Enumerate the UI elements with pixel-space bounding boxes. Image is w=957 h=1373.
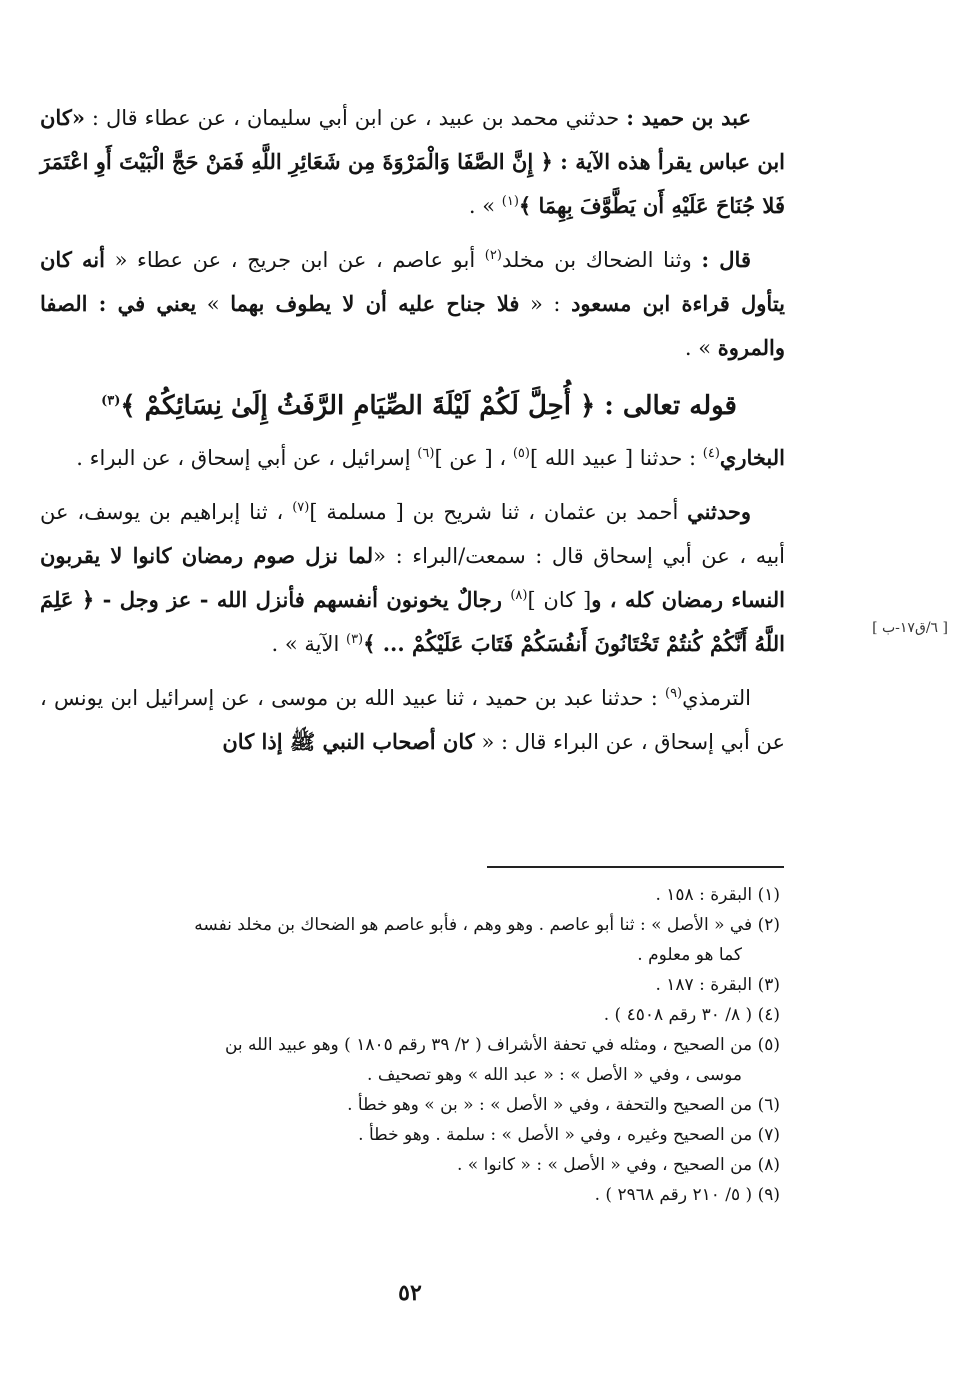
isnad-text: » — [196, 292, 231, 316]
narrator-lead: عبد بن حميد : — [626, 105, 751, 130]
closing-text: » . — [468, 194, 502, 218]
footnote-text: ( ٨/ ٣٠ رقم ٤٥٠٨ ) . — [603, 1005, 753, 1025]
footnote-ref[interactable]: (٦) — [417, 446, 435, 461]
footnote-continuation: كما هو معلوم . — [637, 945, 742, 965]
footnote-ref[interactable]: (٨) — [510, 588, 528, 603]
isnad-text: ، ثنا إبراهيم بن يوسف، عن أبيه ، عن أبي إسحاق قال : سمعت/البراء : « — [40, 500, 785, 568]
paragraph-abd-bin-humaid — [40, 96, 785, 228]
narrator-lead: قال : — [701, 247, 751, 272]
closing-text: الآية » . — [271, 632, 346, 656]
isnad-text: : « — [519, 292, 572, 316]
footnote-text: البقرة : ١٥٨ . — [655, 885, 753, 905]
footnote-ref[interactable]: (١) — [501, 194, 519, 209]
narrator-lead: البخاري — [719, 445, 785, 470]
footnote-number: (٤) — [757, 1005, 780, 1025]
quote-text: فلا جناح عليه أن لا يطوف بهما — [230, 291, 520, 316]
footnote-text: في « الأصل » : ثنا أبو عاصم . وهو وهم ، فأبو عاصم هو الضحاك بن مخلد نفسه — [194, 915, 753, 935]
footnote-ref[interactable]: (٣) — [345, 632, 364, 647]
isnad-text: ، [ عن ] — [434, 446, 513, 470]
footnote-text: ( ٥/ ٢١٠ رقم ٢٩٦٨ ) . — [594, 1185, 753, 1205]
footnote-number: (١) — [757, 885, 780, 905]
isnad-text: حدثني محمد بن عبيد ، عن ابن أبي سليمان ، عن عطاء قال : — [84, 106, 627, 130]
quote-text: رجالٌ يخونون أنفسهم فأنزل الله - عز وجل - ﴿ عَلِمَ اللَّهُ أَنَّكُمْ كُنتُمْ تَخْتَانُونَ أَنفُسَكُمْ فَتَابَ عَلَيْكُمْ ... ﴾ — [40, 587, 785, 656]
footnote-number: (٩) — [757, 1185, 780, 1205]
section-heading — [40, 380, 785, 432]
footnote-ref[interactable]: (٧) — [292, 500, 310, 515]
quote-text: لما نزل صوم رمضان كانوا لا يقربون النساء رمضان كله ، و — [40, 543, 785, 612]
quote-text: «كان ابن عباس يقرأ هذه الآية : ﴿ إِنَّ الصَّفَا وَالْمَرْوَةَ مِن شَعَائِرِ اللَّهِ فَمَنْ حَجَّ الْبَيْتَ أَوِ اعْتَمَرَ فَلا جُنَاحَ عَلَيْهِ أَن يَطَّوَّفَ بِهِمَا ﴾ — [40, 105, 785, 218]
footnote-continuation: موسى ، وفي « الأصل » : « عبد الله » وهو تصحيف . — [367, 1065, 742, 1085]
footnote-number: (٦) — [757, 1095, 780, 1115]
narrator-lead: وحدثني — [687, 499, 751, 524]
footnotes — [40, 880, 780, 1210]
isnad-text: إسرائيل ، عن أبي إسحاق ، عن البراء . — [76, 446, 418, 470]
manuscript-folio-note: [ ٦/ق١٧-ب ] — [872, 620, 948, 636]
closing-text: » . — [684, 336, 718, 360]
page-number: ٥٢ — [398, 1280, 422, 1306]
footnote-item — [40, 1090, 780, 1120]
quote-text: يعني في : الصفا والمروة — [40, 291, 785, 360]
bracket-text: [ كان ] — [527, 588, 592, 612]
footnote-item — [40, 1120, 780, 1150]
narrator-lead: الترمذي — [682, 686, 751, 710]
isnad-text: وثنا الضحاك بن مخلد — [501, 248, 702, 272]
paragraph-qala — [40, 238, 785, 370]
isnad-text: أبو عاصم ، عن ابن جريج ، عن عطاء « — [104, 248, 485, 272]
footnote-item — [40, 1150, 780, 1180]
footnote-item — [40, 1030, 780, 1060]
quote-text: كان أصحاب النبي ﷺ إذا كان — [222, 729, 475, 754]
footnote-ref[interactable]: (٣) — [101, 393, 121, 409]
footnote-text: من الصحيح ، وفي « الأصل » : « كانوا » . — [456, 1155, 753, 1175]
isnad-text: : حدثنا عبد بن حميد ، ثنا عبيد الله بن موسى ، عن إسرائيل ابن يونس ، عن أبي إسحاق ، عن البراء قال : « — [40, 686, 785, 754]
footnote-text: من الصحيح وغيره ، وفي « الأصل » : سلمة . وهو خطأ . — [358, 1125, 753, 1145]
footnote-text: البقرة : ١٨٧ . — [655, 975, 753, 995]
paragraph-tirmidhi — [40, 676, 785, 764]
footnote-item — [40, 1180, 780, 1210]
footnote-number: (٢) — [757, 915, 780, 935]
footnote-item — [40, 1000, 780, 1030]
isnad-text: : حدثنا [ عبيد الله ] — [529, 446, 703, 470]
footnote-ref[interactable]: (٢) — [484, 248, 502, 263]
footnote-item — [40, 880, 780, 910]
heading-text: قوله تعالى : ﴿ أُحِلَّ لَكُمْ لَيْلَةَ الصِّيَامِ الرَّفَثُ إِلَىٰ نِسَائِكُمْ ﴾ — [120, 391, 737, 421]
footnote-ref[interactable]: (٤) — [702, 446, 720, 461]
footnote-divider — [487, 866, 784, 868]
footnote-number: (٧) — [757, 1125, 780, 1145]
footnote-number: (٥) — [757, 1035, 780, 1055]
footnote-text: من الصحيح ، ومثله في تحفة الأشراف ( ٢/ ٣٩ رقم ١٨٠٥ ) وهو عبيد الله بن — [224, 1035, 753, 1055]
quote-text: أنه كان يتأول قراءة ابن مسعود — [40, 247, 786, 316]
isnad-text: أحمد بن عثمان ، ثنا شريح بن [ مسلمة ] — [309, 500, 688, 524]
footnote-number: (٣) — [757, 975, 780, 995]
paragraph-wahaddathani — [40, 490, 785, 666]
main-text — [40, 96, 785, 774]
footnote-text: من الصحيح والتحفة ، وفي « الأصل » : « بن » وهو خطأ . — [347, 1095, 753, 1115]
paragraph-bukhari — [40, 436, 785, 480]
footnote-number: (٨) — [757, 1155, 780, 1175]
footnote-ref[interactable]: (٩) — [664, 686, 683, 701]
footnote-item — [40, 970, 780, 1000]
footnote-ref[interactable]: (٥) — [512, 446, 530, 461]
footnote-item — [40, 910, 780, 940]
